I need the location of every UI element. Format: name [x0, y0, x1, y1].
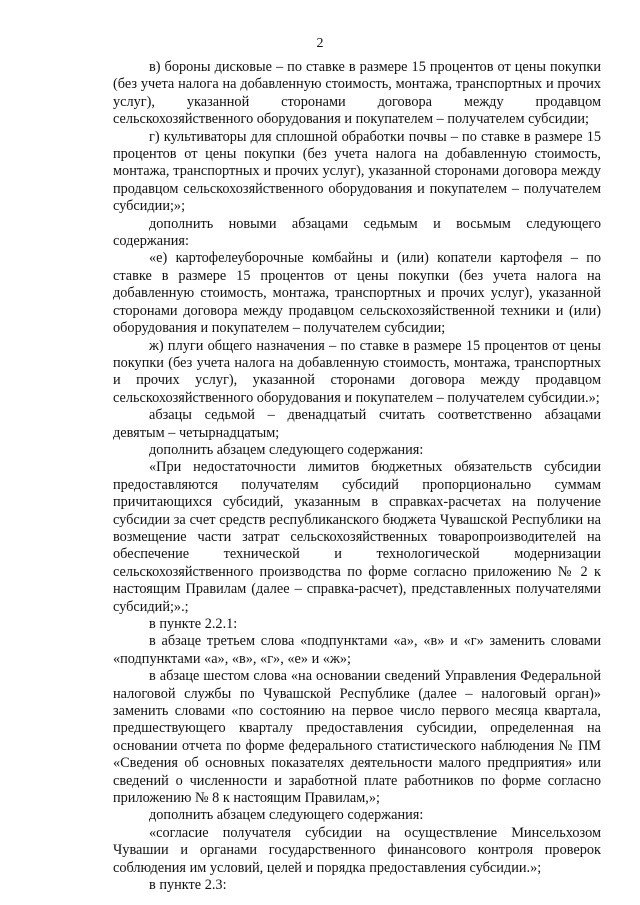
- paragraph: дополнить абзацем следующего содержания:: [149, 807, 424, 824]
- paragraph: в пункте 2.3:: [149, 877, 227, 894]
- paragraph: «При недостаточности лимитов бюджетных обязательств субсидии предоставляются получателям субсидий пропорционально суммам причитающихся субсидий, указанным в справках-расчетах на получение субсидии за счет средств республиканского бюджета Чувашской Республики на возмещение части затрат сельскохозяйственных товаропроизводителей на обеспечение технической и технологической модернизации сельскохозяйственного производства по форме согласно приложению № 2 к настоящим Правилам (далее – справка-расчет), представленных получателями субсидий;».;: [113, 459, 601, 615]
- paragraph: дополнить новыми абзацами седьмым и восьмым следующего содержания:: [113, 215, 601, 250]
- paragraph: в абзаце шестом слова «на основании сведений Управления Федеральной налоговой службы по Чувашской Республике (далее – налоговый орган)» заменить словами «по состоянию на первое число первого месяца квартала, предшествующего кварталу предоставления субсидии, определенная на основании отчета по форме федерального статистического наблюдения № ПМ «Сведения об основных показателях деятельности малого предприятия» или сведений о численности и заработной плате работников по форме согласно приложению № 8 к настоящим Правилам,»;: [113, 668, 601, 807]
- paragraph: абзацы седьмой – двенадцатый считать соответственно абзацами девятым – четырнадцатым;: [113, 407, 601, 441]
- paragraph: в) бороны дисковые – по ставке в размере 15 процентов от цены покупки (без учета налога на добавленную стоимость, монтажа, транспортных и прочих услуг), указанной сторонами договора между продавцом сельскохозяйственного оборудования и покупателем – получателем субсидии;: [113, 59, 601, 128]
- paragraph: «согласие получателя субсидии на осуществление Минсельхозом Чувашии и органами государственного финансового контроля проверок соблюдения им условий, целей и порядка предоставления субсидии.»;: [113, 824, 601, 876]
- document-body: [113, 59, 601, 895]
- paragraph: г) культиваторы для сплошной обработки почвы – по ставке в размере 15 процентов от цены покупки (без учета налога на добавленную стоимость, монтажа, транспортных и прочих услуг), указанной сторонами договора между продавцом сельскохозяйственного оборудования и покупателем – получателем субсидии;»;: [113, 128, 601, 215]
- paragraph: в пункте 2.2.1:: [149, 616, 238, 632]
- page-number: 2: [316, 36, 324, 51]
- paragraph: дополнить абзацем следующего содержания:: [149, 441, 424, 458]
- paragraph: в абзаце третьем слова «подпунктами «а», «в» и «г» заменить словами «подпунктами «а», «в», «г», «е» и «ж»;: [113, 633, 601, 667]
- paragraph: ж) плуги общего назначения – по ставке в размере 15 процентов от цены покупки (без учета налога на добавленную стоимость, монтажа, транспортных и прочих услуг), указанной сторонами договора между продавцом сельскохозяйственного оборудования и покупателем – получателем субсидии.»;: [113, 337, 601, 406]
- paragraph: «е) картофелеуборочные комбайны и (или) копатели картофеля – по ставке в размере 15 процентов от цены покупки (без учета налога на добавленную стоимость, монтажа, транспортных и прочих услуг), указанной сторонами договора между продавцом сельскохозяйственной техники и (или) оборудования и покупателем – получателем субсидии;: [113, 250, 601, 337]
